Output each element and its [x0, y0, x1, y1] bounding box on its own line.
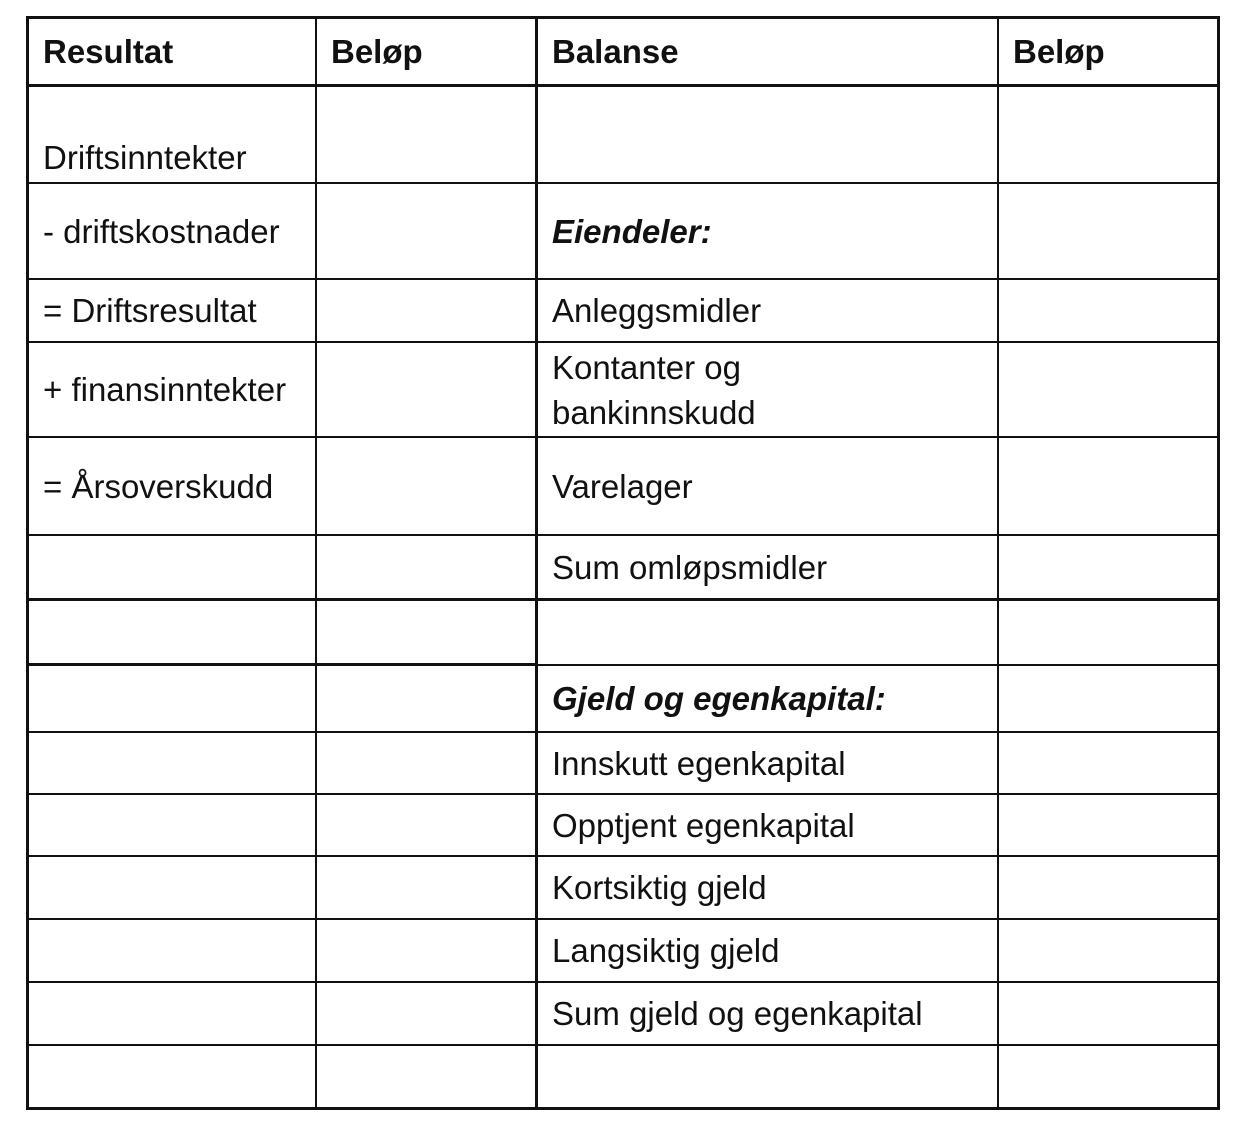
border-bottom [26, 1107, 1220, 1110]
balanse-innskutt: Innskutt egenkapital [552, 744, 846, 782]
header-belop-left: Beløp [331, 33, 423, 70]
resultat-balanse-table [26, 16, 1220, 1110]
row-line-thick [26, 598, 1220, 601]
resultat-driftsinntekter: Driftsinntekter [43, 139, 247, 176]
resultat-driftskostnader: - driftskostnader [43, 212, 280, 250]
col-divider-1 [315, 16, 317, 1110]
resultat-finansinntekter: + finansinntekter [43, 371, 287, 408]
balanse-langsiktig: Langsiktig gjeld [552, 932, 780, 969]
header-balanse: Balanse [552, 33, 679, 70]
header-belop-right: Beløp [1013, 33, 1105, 70]
balanse-opptjent: Opptjent egenkapital [552, 806, 855, 844]
balanse-varelager: Varelager [552, 467, 693, 505]
balanse-sum-gjeld: Sum gjeld og egenkapital [552, 995, 923, 1032]
header-resultat: Resultat [43, 33, 174, 70]
balanse-gjeld-egenkapital: Gjeld og egenkapital: [552, 680, 886, 717]
row-line [26, 1044, 1220, 1046]
balanse-anleggsmidler: Anleggsmidler [552, 292, 762, 329]
resultat-arsoverskudd: = Årsoverskudd [43, 467, 274, 505]
border-right [1217, 16, 1220, 1110]
col-divider-3 [997, 16, 999, 1110]
balanse-kontanter: Kontanter og bankinnskudd [552, 348, 756, 431]
row-line-left-thick [26, 663, 536, 666]
balanse-sum-omlop: Sum omløpsmidler [552, 548, 828, 586]
balanse-kortsiktig: Kortsiktig gjeld [552, 869, 767, 906]
resultat-driftsresultat: = Driftsresultat [43, 292, 257, 329]
balanse-eiendeler: Eiendeler: [552, 212, 712, 250]
